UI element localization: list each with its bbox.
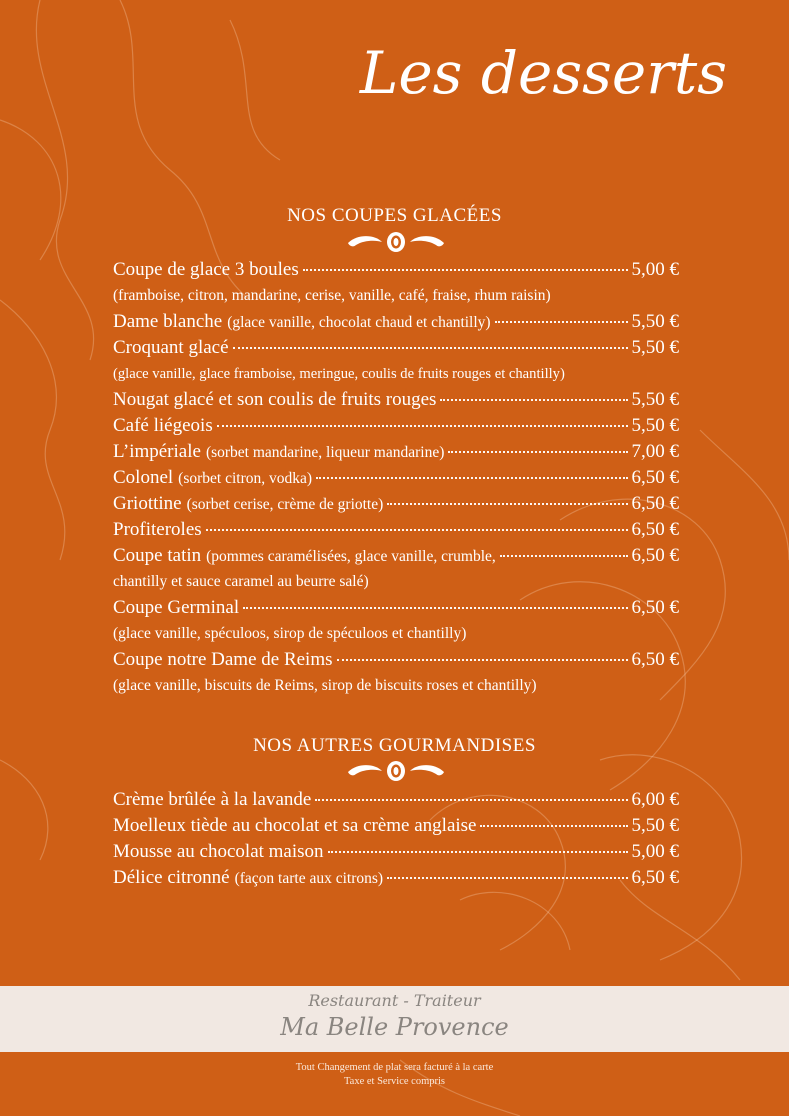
item-description: (glace vanille, glace framboise, meringue, coulis de fruits rouges et chantilly) (113, 366, 565, 382)
item-name: Croquant glacé (113, 337, 229, 358)
item-price: 7,00 € (631, 441, 679, 462)
item-name: Crème brûlée à la lavande (113, 789, 312, 810)
item-price: 5,00 € (631, 841, 679, 862)
leader-dots (500, 555, 628, 557)
item-name: L’impériale (113, 441, 201, 462)
item-price: 6,50 € (631, 519, 679, 540)
leader-dots (337, 659, 628, 661)
item-price: 6,50 € (631, 493, 679, 514)
menu-item (113, 839, 679, 865)
menu-item (113, 517, 679, 543)
leader-dots (315, 799, 627, 801)
leader-dots (243, 607, 627, 609)
coupes-list (113, 257, 679, 699)
item-price: 6,50 € (631, 867, 679, 888)
restaurant-name: Ma Belle Provence (280, 1013, 509, 1041)
pricing-note: Tout Changement de plat sera facturé à la carte (295, 1062, 494, 1073)
item-inline-description: (sorbet citron, vodka) (178, 470, 313, 487)
restaurant-type: Restaurant - Traiteur (308, 991, 481, 1010)
item-price: 6,50 € (631, 597, 679, 618)
leader-dots (303, 269, 628, 271)
tax-note: Taxe et Service compris (343, 1076, 446, 1087)
page-title: Les desserts (359, 39, 727, 107)
menu-item (113, 647, 679, 673)
menu-item (113, 787, 679, 813)
menu-item (113, 257, 679, 283)
leader-dots (440, 399, 627, 401)
item-name: Griottine (113, 493, 182, 514)
item-price: 6,50 € (631, 649, 679, 670)
item-inline-description: (pommes caramélisées, glace vanille, crumble, (206, 548, 496, 565)
item-price: 6,00 € (631, 789, 679, 810)
section-heading-gourmandises: NOS AUTRES GOURMANDISES (253, 735, 536, 756)
leader-dots (387, 877, 627, 879)
item-name: Coupe tatin (113, 545, 202, 566)
ornament-divider-icon (346, 231, 446, 253)
menu-item (113, 335, 679, 361)
item-name: Dame blanche (113, 311, 223, 332)
item-name: Profiteroles (113, 519, 202, 540)
menu-item (113, 413, 679, 439)
menu-item (113, 465, 679, 491)
item-name: Colonel (113, 467, 174, 488)
item-price: 5,50 € (631, 311, 679, 332)
item-price: 5,00 € (631, 259, 679, 280)
item-description: (glace vanille, spéculoos, sirop de spéculoos et chantilly) (113, 625, 467, 642)
item-description: (glace vanille, biscuits de Reims, sirop de biscuits roses et chantilly) (113, 677, 537, 694)
leader-dots (316, 477, 627, 479)
item-description: chantilly et sauce caramel au beurre salé) (113, 573, 369, 590)
menu-item (113, 865, 679, 891)
item-name: Moelleux tiède au chocolat et sa crème anglaise (113, 815, 477, 836)
leader-dots (387, 503, 627, 505)
menu-item (113, 491, 679, 517)
item-inline-description: (glace vanille, chocolat chaud et chantilly) (227, 314, 491, 331)
leader-dots (217, 425, 628, 427)
item-price: 5,50 € (631, 337, 679, 358)
section-heading-coupes: NOS COUPES GLACÉES (287, 205, 502, 226)
item-price: 5,50 € (631, 415, 679, 436)
item-description: (framboise, citron, mandarine, cerise, vanille, café, fraise, rhum raisin) (113, 287, 551, 304)
menu-item (113, 309, 679, 335)
item-price: 5,50 € (631, 815, 679, 836)
item-name: Coupe de glace 3 boules (113, 259, 299, 280)
item-price: 5,50 € (631, 389, 679, 410)
leader-dots (495, 321, 628, 323)
menu-item (113, 387, 679, 413)
ornament-divider-icon (346, 760, 446, 782)
leader-dots (206, 529, 628, 531)
item-name: Délice citronné (113, 867, 230, 888)
menu-item (113, 595, 679, 621)
menu-item (113, 439, 679, 465)
item-inline-description: (sorbet mandarine, liqueur mandarine) (205, 444, 445, 461)
item-name: Nougat glacé et son coulis de fruits rouges (113, 389, 437, 410)
item-price: 6,50 € (631, 545, 679, 566)
item-inline-description: (sorbet cerise, crème de griotte) (186, 496, 384, 513)
menu-item (113, 813, 679, 839)
gourmandises-list (113, 787, 679, 891)
item-name: Café liégeois (113, 415, 213, 436)
leader-dots (448, 451, 627, 453)
leader-dots (233, 347, 628, 349)
item-price: 6,50 € (631, 467, 679, 488)
item-inline-description: (façon tarte aux citrons) (234, 870, 384, 887)
leader-dots (328, 851, 628, 853)
item-name: Mousse au chocolat maison (113, 841, 324, 862)
menu-item (113, 543, 679, 569)
item-name: Coupe notre Dame de Reims (113, 649, 333, 670)
item-name: Coupe Germinal (113, 597, 240, 618)
leader-dots (480, 825, 627, 827)
